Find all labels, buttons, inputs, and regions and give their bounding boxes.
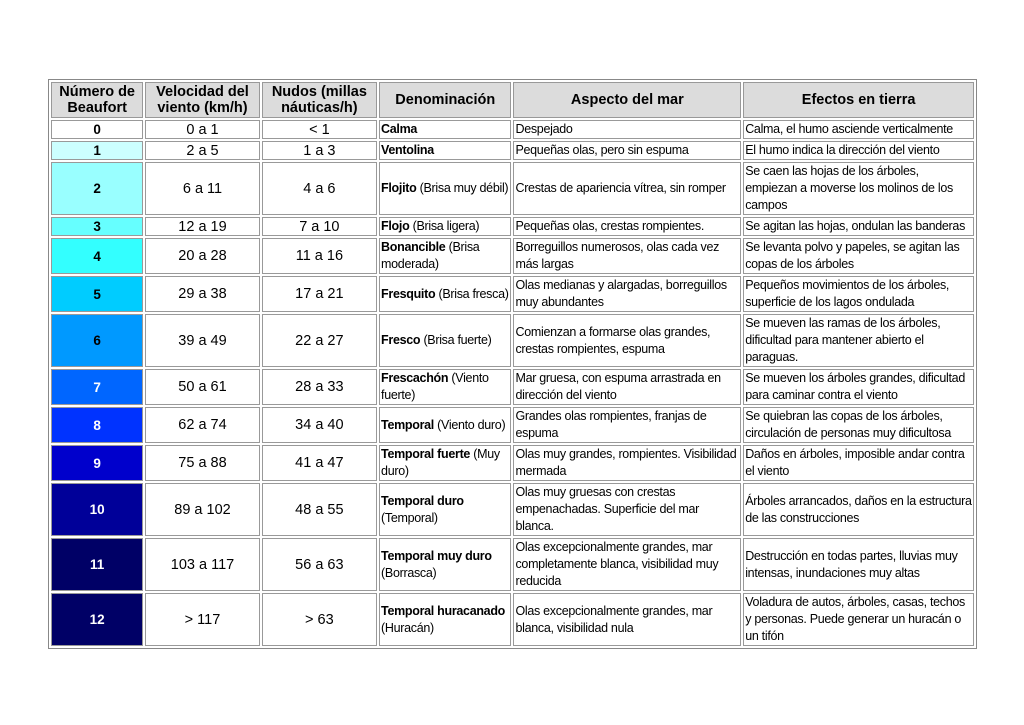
knots-cell: 34 a 40	[262, 407, 377, 443]
denomination-cell	[379, 314, 511, 367]
table-row	[51, 483, 974, 536]
denomination-cell	[379, 276, 511, 312]
knots-cell: > 63	[262, 593, 377, 646]
denomination-name: Ventolina	[381, 143, 434, 157]
beaufort-number-cell: 5	[51, 276, 143, 312]
knots-cell: 7 a 10	[262, 217, 377, 236]
wind-speed-cell: 29 a 38	[145, 276, 259, 312]
denomination-cell	[379, 141, 511, 160]
sea-aspect-cell: Crestas de apariencia vítrea, sin romper	[513, 162, 741, 215]
wind-speed-cell: > 117	[145, 593, 259, 646]
wind-speed-cell: 62 a 74	[145, 407, 259, 443]
wind-speed-cell: 6 a 11	[145, 162, 259, 215]
denomination-cell	[379, 369, 511, 405]
denomination-alternate: (Muy duro)	[381, 447, 500, 478]
knots-cell: 28 a 33	[262, 369, 377, 405]
denomination-name: Temporal	[381, 417, 434, 432]
land-effects-cell: Destrucción en todas partes, lluvias muy intensas, inundaciones muy altas	[743, 538, 974, 591]
table-row	[51, 593, 974, 646]
sea-aspect-cell: Olas medianas y alargadas, borreguillos muy abundantes	[513, 276, 741, 312]
denomination-name: Flojo	[381, 219, 410, 233]
wind-speed-cell: 2 a 5	[145, 141, 259, 160]
knots-cell: 22 a 27	[262, 314, 377, 367]
wind-speed-cell: 89 a 102	[145, 483, 259, 536]
denomination-cell	[379, 217, 511, 236]
knots-cell: 48 a 55	[262, 483, 377, 536]
sea-aspect-cell: Despejado	[513, 120, 741, 139]
knots-cell: 56 a 63	[262, 538, 377, 591]
denomination-alternate: (Huracán)	[381, 620, 434, 635]
beaufort-number-cell: 3	[51, 217, 143, 236]
denomination-alternate: (Brisa moderada)	[381, 240, 480, 271]
denomination-alternate: (Brisa ligera)	[412, 219, 480, 233]
knots-cell: 17 a 21	[262, 276, 377, 312]
beaufort-number-cell: 7	[51, 369, 143, 405]
wind-speed-cell: 75 a 88	[145, 445, 259, 481]
land-effects-cell: Calma, el humo asciende verticalmente	[743, 120, 974, 139]
beaufort-number-cell: 9	[51, 445, 143, 481]
land-effects-cell: Se levanta polvo y papeles, se agitan las copas de los árboles	[743, 238, 974, 274]
knots-cell: 4 a 6	[262, 162, 377, 215]
denomination-cell	[379, 407, 511, 443]
header-row	[51, 82, 974, 118]
wind-speed-cell: 20 a 28	[145, 238, 259, 274]
land-effects-cell: Árboles arrancados, daños en la estructura de las construcciones	[743, 483, 974, 536]
knots-cell: < 1	[262, 120, 377, 139]
sea-aspect-cell: Olas muy gruesas con crestas empenachadas. Superficie del mar blanca.	[513, 483, 741, 536]
beaufort-scale-table	[48, 79, 977, 649]
beaufort-number-cell: 10	[51, 483, 143, 536]
beaufort-number-cell: 12	[51, 593, 143, 646]
denomination-alternate: (Brisa fuerte)	[423, 333, 492, 347]
denomination-alternate: (Brisa fresca)	[438, 286, 509, 301]
denomination-cell	[379, 593, 511, 646]
land-effects-cell: Se mueven los árboles grandes, dificultad para caminar contra el viento	[743, 369, 974, 405]
land-effects-cell: Daños en árboles, imposible andar contra el viento	[743, 445, 974, 481]
table-row	[51, 538, 974, 591]
table-row	[51, 445, 974, 481]
denomination-name: Temporal fuerte	[381, 447, 471, 461]
denomination-name: Fresco	[381, 333, 421, 347]
wind-speed-cell: 50 a 61	[145, 369, 259, 405]
sea-aspect-cell: Borreguillos numerosos, olas cada vez más largas	[513, 238, 741, 274]
denomination-cell	[379, 120, 511, 139]
land-effects-cell: Se mueven las ramas de los árboles, dificultad para mantener abierto el paraguas.	[743, 314, 974, 367]
header-beaufort-number: Número de Beaufort	[51, 82, 143, 118]
denomination-name: Flojito	[381, 181, 417, 195]
table-row	[51, 162, 974, 215]
sea-aspect-cell: Mar gruesa, con espuma arrastrada en dirección del viento	[513, 369, 741, 405]
table-row	[51, 217, 974, 236]
table-row	[51, 238, 974, 274]
sea-aspect-cell: Grandes olas rompientes, franjas de espuma	[513, 407, 741, 443]
table-body	[51, 120, 974, 646]
land-effects-cell: El humo indica la dirección del viento	[743, 141, 974, 160]
land-effects-cell: Se caen las hojas de los árboles, empiezan a moverse los molinos de los campos	[743, 162, 974, 215]
sea-aspect-cell: Olas excepcionalmente grandes, mar completamente blanca, visibilidad muy reducida	[513, 538, 741, 591]
header-sea-aspect: Aspecto del mar	[513, 82, 741, 118]
denomination-cell	[379, 162, 511, 215]
table-row	[51, 276, 974, 312]
denomination-alternate: (Brisa muy débil)	[419, 181, 509, 195]
sea-aspect-cell: Pequeñas olas, pero sin espuma	[513, 141, 741, 160]
header-land-effects: Efectos en tierra	[743, 82, 974, 118]
knots-cell: 1 a 3	[262, 141, 377, 160]
wind-speed-cell: 0 a 1	[145, 120, 259, 139]
knots-cell: 11 a 16	[262, 238, 377, 274]
header-denomination: Denominación	[379, 82, 511, 118]
beaufort-number-cell: 1	[51, 141, 143, 160]
denomination-name: Calma	[381, 122, 418, 136]
denomination-cell	[379, 445, 511, 481]
denomination-name: Temporal muy duro	[381, 548, 492, 563]
denomination-name: Fresquito	[381, 286, 436, 301]
denomination-alternate: (Viento duro)	[437, 417, 506, 432]
table-row	[51, 407, 974, 443]
header-wind-speed: Velocidad del viento (km/h)	[145, 82, 259, 118]
beaufort-number-cell: 2	[51, 162, 143, 215]
denomination-cell	[379, 483, 511, 536]
land-effects-cell: Se agitan las hojas, ondulan las banderas	[743, 217, 974, 236]
table-row	[51, 120, 974, 139]
beaufort-number-cell: 8	[51, 407, 143, 443]
denomination-alternate: (Temporal)	[381, 510, 438, 525]
land-effects-cell: Se quiebran las copas de los árboles, circulación de personas muy dificultosa	[743, 407, 974, 443]
denomination-name: Bonancible	[381, 240, 446, 254]
beaufort-number-cell: 6	[51, 314, 143, 367]
wind-speed-cell: 103 a 117	[145, 538, 259, 591]
beaufort-number-cell: 11	[51, 538, 143, 591]
sea-aspect-cell: Comienzan a formarse olas grandes, crestas rompientes, espuma	[513, 314, 741, 367]
sea-aspect-cell: Olas excepcionalmente grandes, mar blanca, visibilidad nula	[513, 593, 741, 646]
table-row	[51, 369, 974, 405]
beaufort-number-cell: 0	[51, 120, 143, 139]
wind-speed-cell: 39 a 49	[145, 314, 259, 367]
denomination-cell	[379, 238, 511, 274]
denomination-name: Frescachón	[381, 371, 449, 385]
denomination-alternate: (Viento fuerte)	[381, 371, 489, 402]
denomination-name: Temporal duro	[381, 493, 464, 508]
sea-aspect-cell: Pequeñas olas, crestas rompientes.	[513, 217, 741, 236]
table-row	[51, 141, 974, 160]
denomination-name: Temporal huracanado	[381, 603, 506, 618]
sea-aspect-cell: Olas muy grandes, rompientes. Visibilidad mermada	[513, 445, 741, 481]
land-effects-cell: Voladura de autos, árboles, casas, techos y personas. Puede generar un huracán o un tifón	[743, 593, 974, 646]
knots-cell: 41 a 47	[262, 445, 377, 481]
land-effects-cell: Pequeños movimientos de los árboles, superficie de los lagos ondulada	[743, 276, 974, 312]
denomination-cell	[379, 538, 511, 591]
wind-speed-cell: 12 a 19	[145, 217, 259, 236]
header-knots: Nudos (millas náuticas/h)	[262, 82, 377, 118]
beaufort-number-cell: 4	[51, 238, 143, 274]
table-row	[51, 314, 974, 367]
denomination-alternate: (Borrasca)	[381, 565, 437, 580]
